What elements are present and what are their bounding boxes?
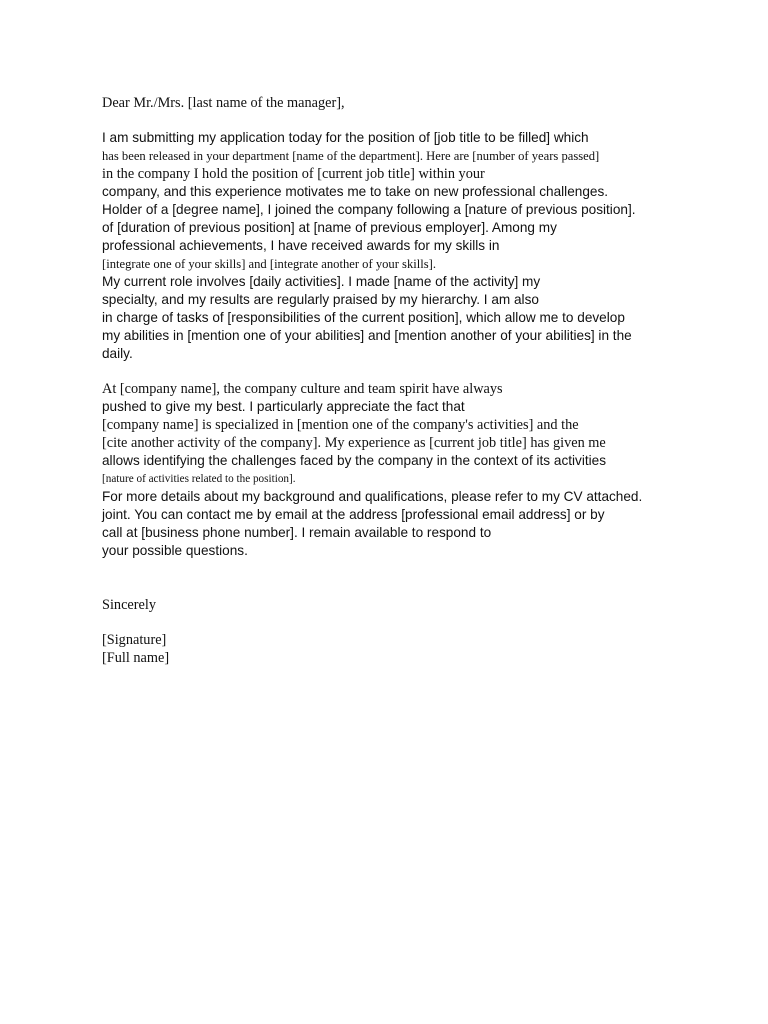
closing-line: Sincerely xyxy=(102,597,156,613)
text-line: professional achievements, I have received awards for my skills in xyxy=(102,238,500,253)
text-line: in charge of tasks of [responsibilities of the current position], which allow me to develop xyxy=(102,310,625,325)
text-line: [cite another activity of the company]. My experience as [current job title] has given me xyxy=(102,435,606,451)
text-line: your possible questions. xyxy=(102,543,248,558)
signature-placeholder: [Signature] xyxy=(102,632,167,648)
text-line: has been released in your department [name of the department]. Here are [number of years passed] xyxy=(102,149,600,163)
text-line: [nature of activities related to the position]. xyxy=(102,473,296,485)
full-name-placeholder: [Full name] xyxy=(102,650,170,666)
spacer xyxy=(102,560,702,596)
text-line: daily. xyxy=(102,346,133,361)
text-line: my abilities in [mention one of your abilities] and [mention another of your abilities] in the xyxy=(102,328,632,343)
text-line: of [duration of previous position] at [name of previous employer]. Among my xyxy=(102,220,557,235)
text-line: [integrate one of your skills] and [integrate another of your skills]. xyxy=(102,257,436,271)
text-line: pushed to give my best. I particularly appreciate the fact that xyxy=(102,399,465,414)
spacer xyxy=(102,112,702,129)
text-line: I am submitting my application today for the position of [job title to be filled] which xyxy=(102,130,589,145)
text-line: specialty, and my results are regularly praised by my hierarchy. I am also xyxy=(102,292,539,307)
paragraph-company xyxy=(102,380,702,560)
text-line: call at [business phone number]. I remain available to respond to xyxy=(102,525,492,540)
text-line: Holder of a [degree name], I joined the company following a [nature of previous position]. xyxy=(102,202,636,217)
text-line: My current role involves [daily activities]. I made [name of the activity] my xyxy=(102,274,541,289)
paragraph-application xyxy=(102,129,702,363)
text-line: [company name] is specialized in [mention one of the company's activities] and the xyxy=(102,417,579,433)
text-line: At [company name], the company culture and team spirit have always xyxy=(102,381,503,397)
text-line: joint. You can contact me by email at the address [professional email address] or by xyxy=(102,507,605,522)
greeting-line: Dear Mr./Mrs. [last name of the manager], xyxy=(102,95,345,111)
spacer xyxy=(102,614,702,631)
text-line: For more details about my background and qualifications, please refer to my CV attached. xyxy=(102,489,643,504)
text-line: company, and this experience motivates me to take on new professional challenges. xyxy=(102,184,609,199)
text-line: allows identifying the challenges faced by the company in the context of its activities xyxy=(102,453,607,468)
spacer xyxy=(102,363,702,380)
text-line: in the company I hold the position of [current job title] within your xyxy=(102,166,485,182)
cover-letter xyxy=(102,94,702,667)
